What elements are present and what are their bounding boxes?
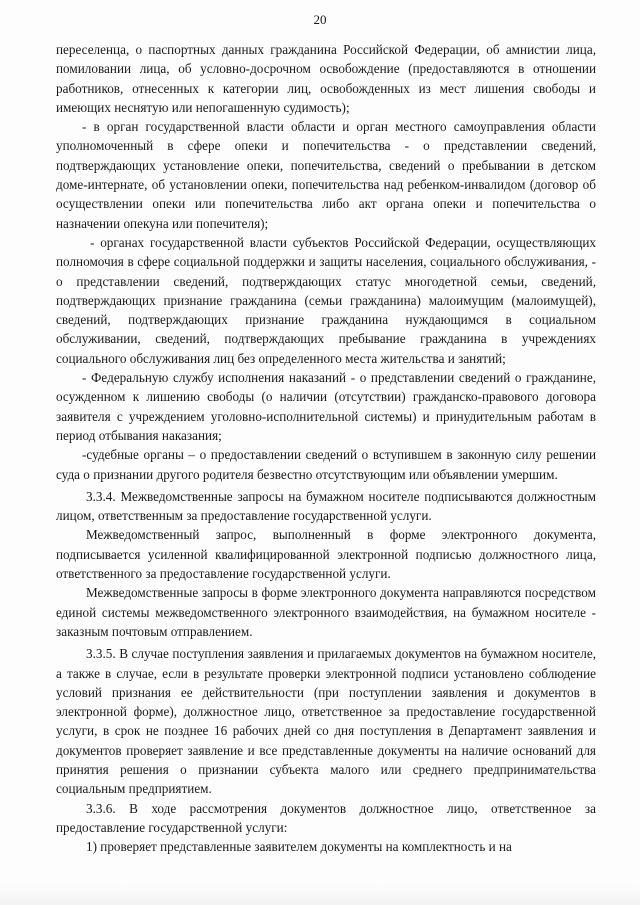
document-body xyxy=(56,40,596,856)
paragraph-penitentiary-request: - Федеральную службу исполнения наказаний - о представлении сведений о гражданине, осужденном к лишению свободы (о наличии (отсутствии) гражданско-правового договора заявителя с учреждением уголовно-исполнительной системы) и принудительным работам в период отбывания наказания; xyxy=(56,370,596,443)
paragraph-item-1: 1) проверяет представленные заявителем документы на комплектность и на xyxy=(86,839,512,855)
paragraph-social-support-request: - органах государственной власти субъектов Российской Федерации, осуществляющих полномочия в сфере социальной поддержки и защиты населения, социального обслуживания, - о представлении сведений, подтверждающих статус многодетной семьи, сведений, подтверждающих признание гражданина (семьи гражданина) малоимущим (малоимущей), сведений, подтверждающих признание гражданина нуждающимся в социальном обслуживании, сведений, подтверждающих пребывание гражданина в учреждениях социального обслуживания лиц без определенного места жительства и занятий; xyxy=(56,234,596,366)
paragraph-smev-request: Межведомственные запросы в форме электронного документа направляются посредством единой системы межведомственного электронного взаимодействия, на бумажном носителе - заказным почтовым отправлением. xyxy=(56,585,596,639)
paragraph-continuation: переселенца, о паспортных данных гражданина Российской Федерации, об амнистии лица, помиловании лица, об условно-досрочном освобождение (предоставляются в отношении работников, отнесенных к категории лиц, освобожденных из мест лишения свободы и имеющих неснятую или непогашенную судимость); xyxy=(56,42,596,115)
paragraph-court-request: -судебные органы – о предоставлении сведений о вступившем в законную силу решении суда о признании другого родителя безвестно отсутствующим или объявлении умершим. xyxy=(56,447,596,482)
paragraph-guardianship-request: - в орган государственной власти области и орган местного самоуправления области уполномоченный в сфере опеки и попечительства - о представлении сведений, подтверждающих установление опеки, попечительства, сведений о пребывании в детском доме-интернате, об установлении опеки, попечительства над ребенком-инвалидом (договор об осуществлении опеки или попечительства либо акт органа опеки и попечительства о назначении опекуна или попечителя); xyxy=(56,119,596,231)
paragraph-3-3-5: 3.3.5. В случае поступления заявления и прилагаемых документов на бумажном носителе, а также в случае, если в результате проверки электронной подписи установлено соблюдение условий признания ее действительности (при поступлении заявления и документов в электронной форме), должностное лицо, ответственное за предоставление государственной услуги, в срок не позднее 16 рабочих дней со дня поступления в Департамент заявления и документов проверяет заявление и все представленные документы на наличие оснований для принятия решения о признании субъекта малого или среднего предпринимательства социальным предприятием. xyxy=(56,646,596,797)
page-number: 20 xyxy=(313,12,327,27)
paragraph-3-3-6: 3.3.6. В ходе рассмотрения документов должностное лицо, ответственное за предоставление государственной услуги: xyxy=(56,800,596,835)
paragraph-3-3-4: 3.3.4. Межведомственные запросы на бумажном носителе подписываются должностным лицом, ответственным за предоставление государственной услуги. xyxy=(56,488,596,524)
paragraph-electronic-request: Межведомственный запрос, выполненный в форме электронного документа, подписывается усиленной квалифицированной электронной подписью должностного лица, ответственного за предоставление государственной услуги. xyxy=(56,527,596,582)
page-bottom-edge xyxy=(0,885,640,905)
